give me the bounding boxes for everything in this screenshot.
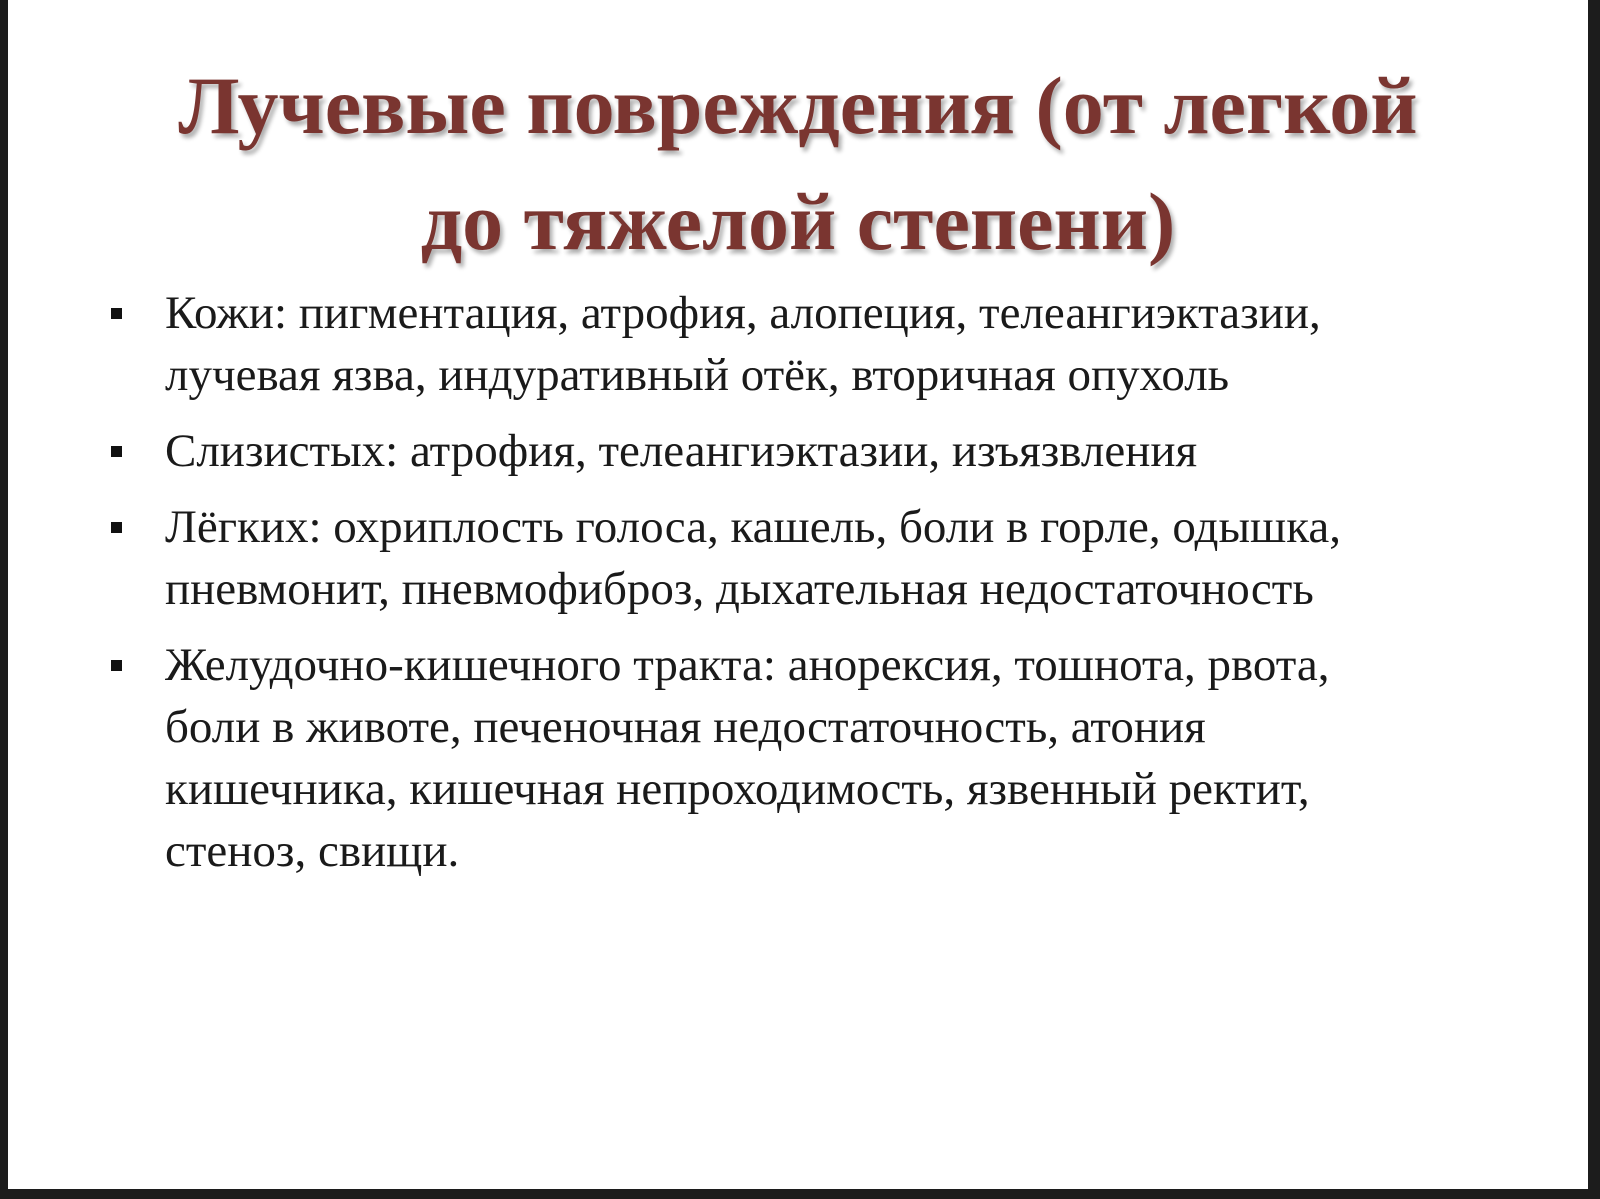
slide	[8, 0, 1588, 1189]
bullet-text-line: лучевая язва, индуративный отёк, вторичная опухоль	[165, 349, 1230, 401]
bullet-text-line: боли в животе, печеночная недостаточность, атония	[165, 701, 1206, 753]
bullet-text-line: Лёгких: охриплость голоса, кашель, боли в горле, одышка,	[165, 501, 1341, 553]
slide-title-line-2: до тяжелой степени)	[420, 176, 1176, 267]
bullet-item-gi-tract	[103, 634, 1523, 882]
slide-title-line-1: Лучевые повреждения (от легкой	[178, 60, 1418, 151]
square-bullet-icon	[111, 446, 122, 457]
bullet-item-mucosa	[103, 420, 1523, 482]
bullet-item-skin	[103, 282, 1523, 406]
bullet-text-line: пневмонит, пневмофиброз, дыхательная недостаточность	[165, 563, 1314, 615]
bullet-item-lungs	[103, 496, 1523, 620]
bullet-list	[103, 282, 1523, 896]
slide-title	[68, 48, 1528, 280]
square-bullet-icon	[111, 660, 122, 671]
square-bullet-icon	[111, 522, 122, 533]
bullet-text-line: стеноз, свищи.	[165, 825, 460, 877]
bullet-text-line: Кожи: пигментация, атрофия, алопеция, телеангиэктазии,	[165, 287, 1321, 339]
bullet-text-line: кишечника, кишечная непроходимость, язвенный ректит,	[165, 763, 1310, 815]
bullet-text-line: Желудочно-кишечного тракта: анорексия, тошнота, рвота,	[165, 639, 1330, 691]
square-bullet-icon	[111, 308, 122, 319]
bullet-text-line: Слизистых: атрофия, телеангиэктазии, изъязвления	[165, 425, 1198, 477]
